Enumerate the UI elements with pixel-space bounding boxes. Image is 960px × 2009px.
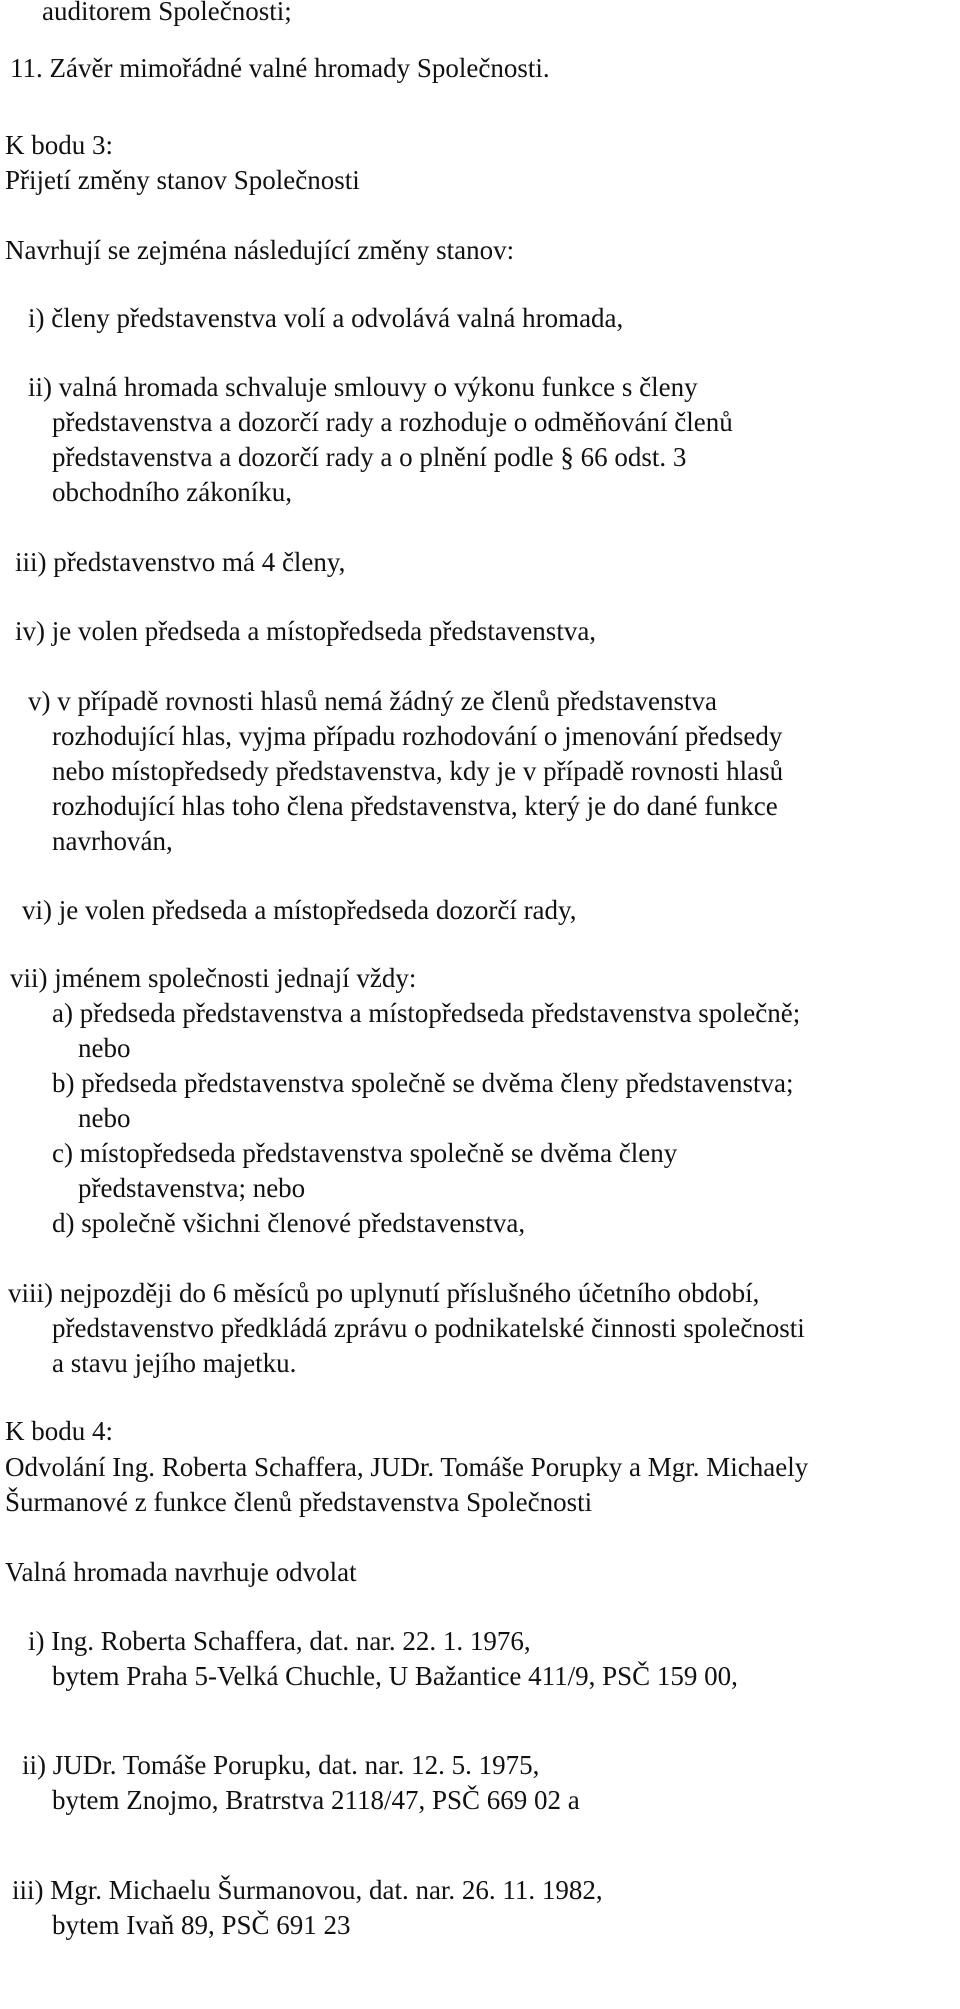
amendment-item-ii-line1: ii) valná hromada schvaluje smlouvy o výkonu funkce s členy	[28, 372, 698, 402]
section-4-title-line2: Šurmanové z funkce členů představenstva Společnosti	[5, 1487, 593, 1517]
person-iii-line1: iii) Mgr. Michaelu Šurmanovou, dat. nar. 26. 11. 1982,	[12, 1875, 603, 1905]
intro-end-line: auditorem Společnosti;	[42, 0, 292, 26]
section-4-heading: K bodu 4:	[5, 1416, 113, 1446]
person-ii-line1: ii) JUDr. Tomáše Porupku, dat. nar. 12. 5. 1975,	[22, 1750, 540, 1780]
amendment-item-viii-line3: a stavu jejího majetku.	[52, 1348, 297, 1378]
section-3-heading: K bodu 3:	[5, 130, 113, 160]
amendment-item-ii-line2: představenstva a dozorčí rady a rozhoduje o odměňování členů	[52, 407, 733, 437]
amendment-item-vii-lead: vii) jménem společnosti jednají vždy:	[10, 963, 417, 993]
vii-b-line2: nebo	[78, 1103, 131, 1133]
intro-item-11: 11. Závěr mimořádné valné hromady Společnosti.	[10, 53, 550, 83]
amendment-item-viii-line1: viii) nejpozději do 6 měsíců po uplynutí příslušného účetního období,	[8, 1278, 760, 1308]
vii-a-line2: nebo	[78, 1033, 131, 1063]
person-i-line2: bytem Praha 5-Velká Chuchle, U Bažantice 411/9, PSČ 159 00,	[52, 1661, 738, 1691]
vii-c-line2: představenstva; nebo	[78, 1173, 306, 1203]
vii-d: d) společně všichni členové představenstva,	[52, 1208, 526, 1238]
vii-b-line1: b) předseda představenstva společně se dvěma členy představenstva;	[52, 1068, 794, 1098]
amendment-item-ii-line3: představenstva a dozorčí rady a o plnění podle § 66 odst. 3	[52, 442, 687, 472]
amendment-item-iv: iv) je volen předseda a místopředseda představenstva,	[15, 616, 597, 646]
amendment-item-viii-line2: představenstvo předkládá zprávu o podnikatelské činnosti společnosti	[52, 1313, 805, 1343]
section-3-title: Přijetí změny stanov Společnosti	[5, 165, 360, 195]
amendment-item-v-line1: v) v případě rovnosti hlasů nemá žádný ze členů představenstva	[28, 686, 718, 716]
section-4-title-line1: Odvolání Ing. Roberta Schaffera, JUDr. Tomáše Porupky a Mgr. Michaely	[5, 1452, 809, 1482]
amendment-item-iii: iii) představenstvo má 4 členy,	[15, 547, 346, 577]
section-3-lead: Navrhují se zejména následující změny stanov:	[5, 235, 515, 265]
person-ii-line2: bytem Znojmo, Bratrstva 2118/47, PSČ 669 02 a	[52, 1785, 580, 1815]
amendment-item-vi: vi) je volen předseda a místopředseda dozorčí rady,	[22, 895, 577, 925]
person-iii-line2: bytem Ivaň 89, PSČ 691 23	[52, 1910, 351, 1940]
amendment-item-i: i) členy představenstva volí a odvolává valná hromada,	[28, 303, 624, 333]
section-4-lead: Valná hromada navrhuje odvolat	[5, 1557, 357, 1587]
amendment-item-v-line5: navrhován,	[52, 826, 173, 856]
person-i-line1: i) Ing. Roberta Schaffera, dat. nar. 22. 1. 1976,	[28, 1626, 531, 1656]
vii-a-line1: a) předseda představenstva a místopředseda představenstva společně;	[52, 998, 801, 1028]
vii-c-line1: c) místopředseda představenstva společně se dvěma členy	[52, 1138, 678, 1168]
amendment-item-v-line3: nebo místopředsedy představenstva, kdy je v případě rovnosti hlasů	[52, 756, 784, 786]
amendment-item-v-line4: rozhodující hlas toho člena představenstva, který je do dané funkce	[52, 791, 778, 821]
amendment-item-v-line2: rozhodující hlas, vyjma případu rozhodování o jmenování předsedy	[52, 721, 783, 751]
amendment-item-ii-line4: obchodního zákoníku,	[52, 477, 292, 507]
